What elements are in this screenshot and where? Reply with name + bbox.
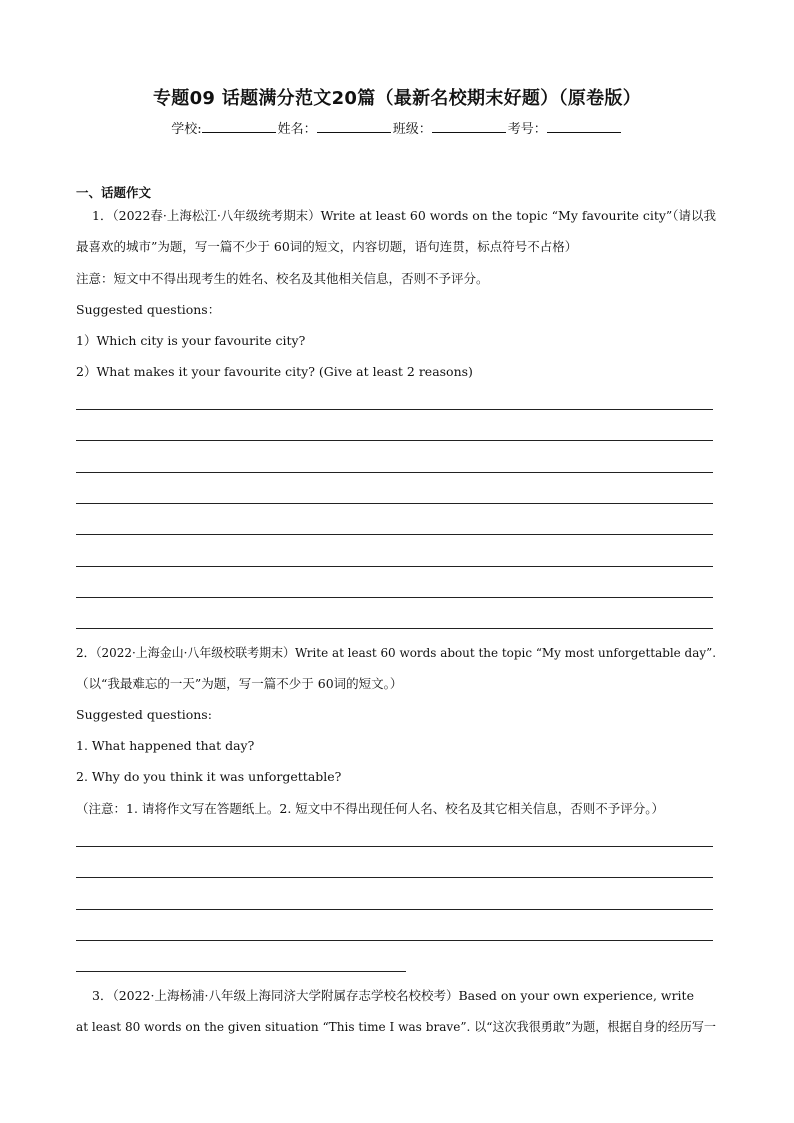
- class-blank[interactable]: [432, 120, 506, 133]
- student-info-line: [0, 118, 794, 137]
- q1-suggested-heading: Suggested questions：: [76, 302, 221, 317]
- answer-line[interactable]: [76, 503, 713, 504]
- q2-suggested-heading: Suggested questions:: [76, 707, 212, 722]
- answer-line[interactable]: [76, 534, 713, 535]
- q1-prompt-line1: 1．（2022春·上海松江·八年级统考期末）Write at least 60 words on the topic “My favourite city”（请以我: [92, 208, 716, 223]
- exam-number-label: 考号：: [507, 122, 547, 137]
- q2-note: （注意：1. 请将作文写在答题纸上。2. 短文中不得出现任何人名、校名及其它相关信息，否则不予评分。）: [76, 801, 665, 816]
- answer-line[interactable]: [76, 440, 713, 441]
- q2-suggested-question-2: 2. Why do you think it was unforgettable?: [76, 769, 342, 784]
- q1-suggested-question-2: 2）What makes it your favourite city? (Give at least 2 reasons): [76, 364, 473, 379]
- answer-line[interactable]: [76, 940, 713, 941]
- answer-line[interactable]: [76, 909, 713, 910]
- exam-number-blank[interactable]: [547, 120, 621, 133]
- answer-line[interactable]: [76, 971, 406, 972]
- name-label: 姓名：: [277, 122, 317, 137]
- answer-line[interactable]: [76, 877, 713, 878]
- answer-line[interactable]: [76, 472, 713, 473]
- answer-line[interactable]: [76, 597, 713, 598]
- q1-prompt-line2: 最喜欢的城市”为题，写一篇不少于 60词的短文，内容切题，语句连贯，标点符号不占格）: [76, 239, 578, 254]
- name-blank[interactable]: [317, 120, 391, 133]
- q2-suggested-question-1: 1. What happened that day?: [76, 738, 255, 753]
- answer-line[interactable]: [76, 409, 713, 410]
- q2-prompt-line1: 2．（2022·上海金山·八年级校联考期末）Write at least 60 words about the topic “My most unforgettable day”.: [76, 645, 717, 660]
- q3-prompt-line1: 3．（2022·上海杨浦·八年级上海同济大学附属存志学校名校校考）Based on your own experience, write: [92, 988, 694, 1003]
- answer-line[interactable]: [76, 566, 713, 567]
- answer-line[interactable]: [76, 628, 713, 629]
- q1-suggested-question-1: 1）Which city is your favourite city?: [76, 333, 306, 348]
- document-title: 专题09 话题满分范文20篇（最新名校期末好题）（原卷版）: [152, 88, 642, 109]
- school-label: 学校:: [171, 122, 202, 137]
- class-label: 班级：: [392, 122, 432, 137]
- answer-line[interactable]: [76, 846, 713, 847]
- q3-prompt-line2: at least 80 words on the given situation “This time I was brave”. 以“这次我很勇敢”为题，根据自身的经历写一: [76, 1019, 717, 1034]
- section-heading: 一、话题作文: [76, 185, 152, 200]
- q2-prompt-line2: （以“我最难忘的一天”为题，写一篇不少于 60词的短文。）: [76, 676, 403, 691]
- q1-note: 注意：短文中不得出现考生的姓名、校名及其他相关信息，否则不予评分。: [76, 271, 489, 286]
- school-blank[interactable]: [202, 120, 276, 133]
